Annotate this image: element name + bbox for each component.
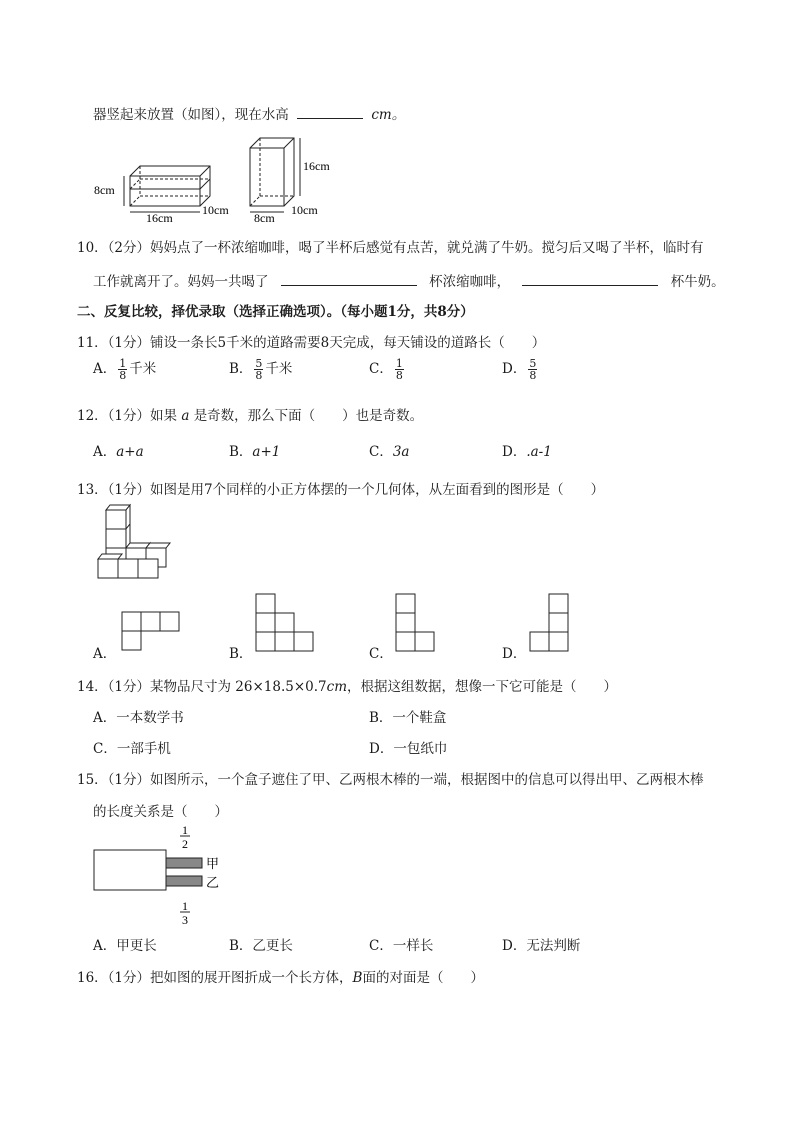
q15-label-b: 乙 xyxy=(206,875,220,890)
q12-option-c[interactable]: C．3a xyxy=(369,444,410,460)
q9-right-h: 16cm xyxy=(303,159,330,173)
q11-stem: 11．（1分）铺设一条长5千米的道路需要8天完成，每天铺设的道路长（ ） xyxy=(77,335,546,351)
q13-option-b[interactable]: B． xyxy=(229,646,253,662)
q14-stem-a: 14．（1分）某物品尺寸为 26×18.5×0.7 xyxy=(77,679,327,695)
q9-text xyxy=(93,103,405,123)
q15-option-a[interactable]: A．甲更长 xyxy=(93,938,157,954)
q15-line2: 的长度关系是（ ） xyxy=(93,804,228,820)
q9-answer-blank[interactable] xyxy=(297,105,363,119)
q13-option-c-shape xyxy=(394,592,438,654)
section2-title: 二、反复比较，择优录取（选择正确选项）。（每小题1分，共8分） xyxy=(77,304,474,320)
q9-right-d: 10cm xyxy=(291,203,318,217)
q11-option-b[interactable] xyxy=(229,357,292,381)
q14-stem-b: ，根据这组数据，想像一下它可能是（ ） xyxy=(347,679,618,695)
q11-fraction: $\frac{1}{8}$ xyxy=(119,357,127,382)
q12-option-b[interactable]: B．a+1 xyxy=(229,444,281,460)
q13-cube-figure xyxy=(94,502,176,582)
q9-line-text: 器竖起来放置（如图），现在水高 xyxy=(93,107,289,123)
q10-line1: 10．（2分）妈妈点了一杯浓缩咖啡，喝了半杯后感觉有点苦，就兑满了牛奶。搅匀后又喝了半杯，临时有 xyxy=(77,240,704,256)
q15-line1: 15．（1分）如图所示，一个盒子遮住了甲、乙两根木棒的一端，根据图中的信息可以得出甲、乙两根木棒 xyxy=(77,772,704,788)
q16-stem xyxy=(77,966,484,986)
q15-top-den: 2 xyxy=(182,837,188,851)
q11-option-label: A． xyxy=(93,361,117,377)
q11-fraction: $\frac{5}{8}$ xyxy=(529,357,537,382)
q9-cuboid-figure xyxy=(90,130,340,225)
q12-var: a xyxy=(181,408,190,424)
q9-left-w: 16cm xyxy=(146,211,173,225)
q12-option-a[interactable]: A．a+a xyxy=(93,444,144,460)
q11-option-label: D． xyxy=(502,361,527,377)
q12-stem xyxy=(77,404,423,424)
q14-option-c[interactable]: C．一部手机 xyxy=(93,741,171,757)
q11-option-label: C． xyxy=(369,361,393,377)
q10-text-a: 工作就离开了。妈妈一共喝了 xyxy=(93,274,269,290)
q13-option-d-shape xyxy=(528,592,572,654)
q14-unit: cm xyxy=(326,679,348,695)
q16-stem-b: 面的对面是（ ） xyxy=(362,970,484,986)
q11-fraction: $\frac{5}{8}$ xyxy=(255,357,263,382)
q15-option-c[interactable]: C．一样长 xyxy=(369,938,434,954)
q10-line2 xyxy=(93,270,725,290)
q13-option-b-shape xyxy=(254,592,316,654)
q13-stem: 13．（1分）如图是用7个同样的小正方体摆的一个几何体，从左面看到的图形是（ ） xyxy=(77,482,605,498)
q11-option-d[interactable] xyxy=(502,357,539,381)
q15-bot-den: 3 xyxy=(182,913,188,927)
q13-option-a[interactable]: A． xyxy=(93,646,117,662)
q9-unit: cm。 xyxy=(371,107,406,123)
q10-text-b: 杯浓缩咖啡， xyxy=(429,274,511,290)
q14-stem xyxy=(77,675,617,695)
q9-left-h: 8cm xyxy=(94,183,115,197)
q16-var: B xyxy=(352,970,363,986)
q11-fraction: $\frac{1}{8}$ xyxy=(395,357,403,382)
q10-blank-coffee[interactable] xyxy=(281,272,417,286)
q15-option-b[interactable]: B．乙更长 xyxy=(229,938,293,954)
q14-option-b[interactable]: B．一个鞋盒 xyxy=(369,710,447,726)
q9-left-cuboid xyxy=(124,166,210,212)
q10-text-c: 杯牛奶。 xyxy=(670,274,725,290)
q14-option-a[interactable]: A．一本数学书 xyxy=(93,710,184,726)
q9-left-d: 10cm xyxy=(202,203,229,217)
q14-option-d[interactable]: D．一包纸巾 xyxy=(369,741,448,757)
q9-right-cuboid xyxy=(250,138,300,212)
q13-option-d[interactable]: D． xyxy=(502,646,527,662)
q11-option-c[interactable] xyxy=(369,357,406,381)
q16-stem-a: 16．（1分）把如图的展开图折成一个长方体， xyxy=(77,970,353,986)
q12-option-d[interactable]: D．.a-1 xyxy=(502,444,552,460)
q11-option-suffix: 千米 xyxy=(129,361,157,377)
q15-bot-num: 1 xyxy=(182,899,188,913)
q12-stem-b: 是奇数，那么下面（ ）也是奇数。 xyxy=(193,408,424,424)
q15-box-figure xyxy=(90,824,240,930)
q11-option-label: B． xyxy=(229,361,253,377)
q15-option-d[interactable]: D．无法判断 xyxy=(502,938,581,954)
q13-option-a-shape xyxy=(120,610,182,652)
q10-blank-milk[interactable] xyxy=(522,272,658,286)
q11-option-suffix: 千米 xyxy=(265,361,293,377)
q15-label-a: 甲 xyxy=(206,856,220,871)
q11-option-a[interactable] xyxy=(93,357,156,381)
q9-right-w: 8cm xyxy=(254,211,275,225)
q12-stem-a: 12．（1分）如果 xyxy=(77,408,178,424)
q15-top-num: 1 xyxy=(182,824,188,837)
q13-option-c[interactable]: C． xyxy=(369,646,393,662)
